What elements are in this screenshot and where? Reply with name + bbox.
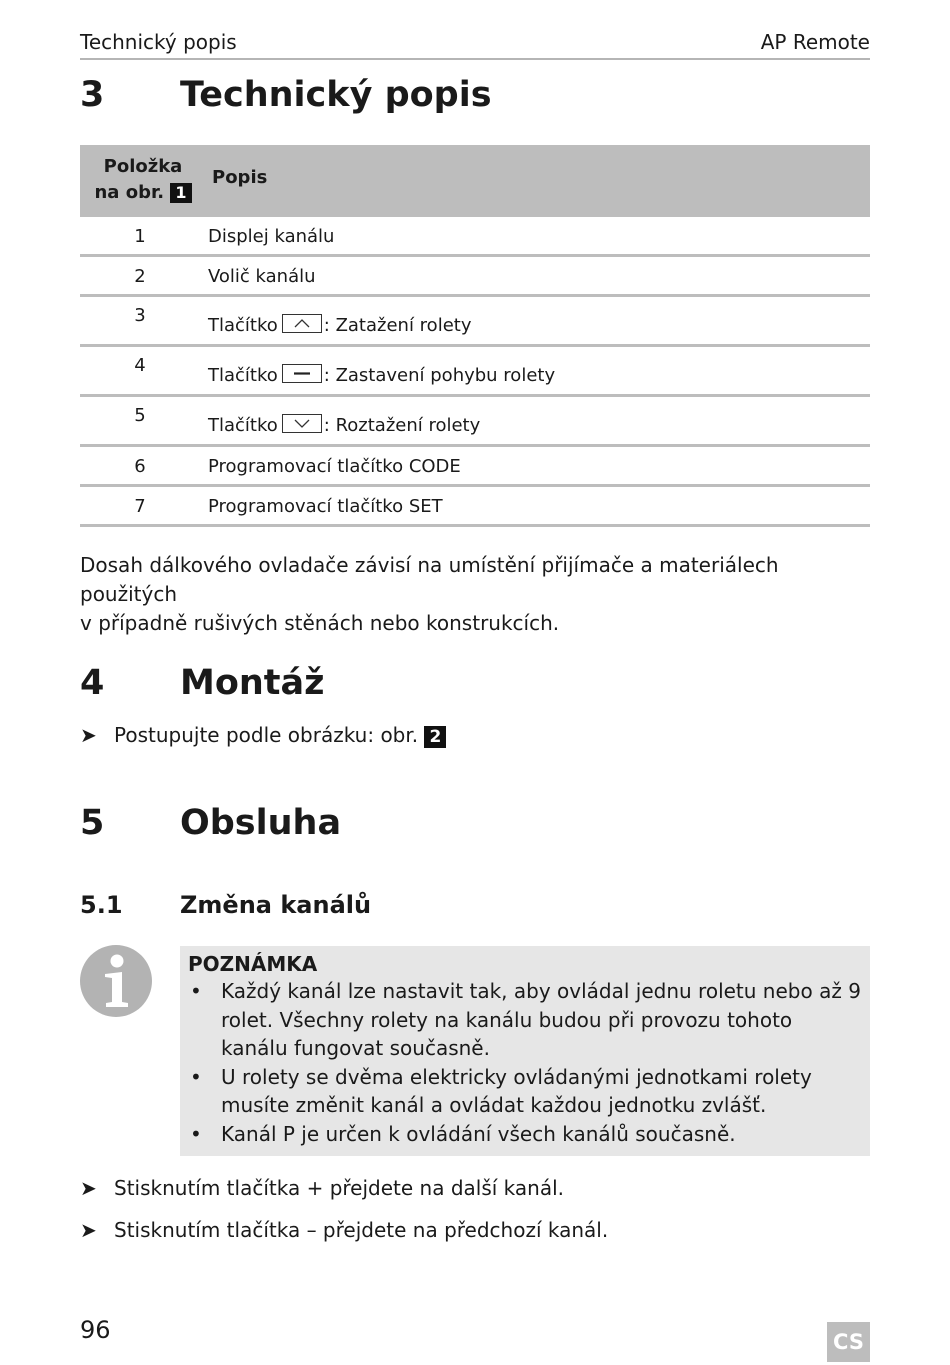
table-header <box>80 145 870 217</box>
figure-badge: 2 <box>424 726 446 748</box>
row-description-prefix: Tlačítko <box>208 315 278 336</box>
row-description: Displej kanálu <box>208 226 335 247</box>
info-icon <box>80 945 152 1017</box>
subsection-number: 5.1 <box>80 891 123 919</box>
row-description-suffix: : Zastavení pohybu rolety <box>323 365 556 386</box>
row-number: 6 <box>134 456 146 477</box>
instruction-step <box>80 1176 564 1200</box>
row-description: Volič kanálu <box>208 266 316 287</box>
section-title: Obsluha <box>180 803 342 843</box>
note-list <box>188 977 863 1148</box>
list-item-text: U rolety se dvěma elektricky ovládanými jednotkami rolety musíte změnit kanál a ovládat každou jednotku zvlášť. <box>221 1064 812 1117</box>
section-title: Technický popis <box>180 75 492 115</box>
header-rule <box>80 58 870 60</box>
section-number: 3 <box>80 75 105 115</box>
row-description <box>208 314 471 336</box>
instruction-text: Stisknutím tlačítka – přejdete na předchozí kanál. <box>114 1218 609 1242</box>
list-item-text: Kanál P je určen k ovládání všech kanálů současně. <box>221 1121 736 1146</box>
table-row <box>80 217 870 257</box>
list-item <box>188 977 863 1063</box>
section-title: Montáž <box>180 663 325 703</box>
row-description-suffix: : Zatažení rolety <box>323 315 472 336</box>
instruction-text: Postupujte podle obrázku: obr. <box>114 723 419 747</box>
note-box <box>180 946 870 1156</box>
range-paragraph <box>80 551 860 638</box>
section-number: 5 <box>80 803 105 843</box>
row-description: Programovací tlačítko CODE <box>208 456 461 477</box>
instruction-text: Stisknutím tlačítka + přejdete na další kanál. <box>114 1176 564 1200</box>
row-description: Programovací tlačítko SET <box>208 496 443 517</box>
row-number: 5 <box>134 405 146 426</box>
list-item <box>188 1063 863 1120</box>
table-row <box>80 397 870 447</box>
column-header-item-line2: na obr. 1 <box>88 180 198 206</box>
arrow-icon: ➤ <box>80 1218 97 1242</box>
bullet: • <box>190 979 202 1003</box>
section-number: 4 <box>80 663 105 703</box>
row-number: 1 <box>134 226 146 247</box>
instruction-step <box>80 1218 608 1242</box>
instruction-step <box>80 723 446 748</box>
table-row <box>80 297 870 347</box>
chevron-up-icon <box>282 314 322 333</box>
row-description-prefix: Tlačítko <box>208 415 278 436</box>
chevron-down-icon <box>282 414 322 433</box>
table-row <box>80 487 870 527</box>
row-description <box>208 414 480 436</box>
header-right: AP Remote <box>760 30 870 54</box>
row-description <box>208 364 555 386</box>
header-left: Technický popis <box>80 30 237 54</box>
column-header-item-line1: Položka <box>103 156 183 177</box>
language-badge: CS <box>827 1322 870 1362</box>
subsection-title: Změna kanálů <box>180 891 372 919</box>
bullet: • <box>190 1064 202 1089</box>
range-paragraph-line1: Dosah dálkového ovladače závisí na umístění přijímače a materiálech použitých <box>80 553 779 606</box>
table-row <box>80 447 870 487</box>
column-header-description: Popis <box>212 167 268 188</box>
row-description-prefix: Tlačítko <box>208 365 278 386</box>
arrow-icon: ➤ <box>80 1176 97 1200</box>
row-number: 7 <box>134 496 146 517</box>
row-number: 2 <box>134 266 146 287</box>
spec-table <box>80 145 870 527</box>
list-item <box>188 1120 863 1149</box>
row-number: 3 <box>134 305 146 326</box>
minus-icon <box>282 364 322 383</box>
figure-badge: 1 <box>170 183 191 203</box>
table-row <box>80 347 870 397</box>
range-paragraph-line2: v případně rušivých stěnách nebo konstrukcích. <box>80 611 560 635</box>
list-item-text: Každý kanál lze nastavit tak, aby ovládal jednu roletu nebo až 9 rolet. Všechny rolety na kanálu budou při provozu tohoto kanálu fungovat současně. <box>221 979 861 1060</box>
note-title: POZNÁMKA <box>188 952 318 976</box>
row-number: 4 <box>134 355 146 376</box>
arrow-icon: ➤ <box>80 723 97 747</box>
bullet: • <box>190 1121 202 1146</box>
column-header-item <box>88 154 198 206</box>
table-row <box>80 257 870 297</box>
row-description-suffix: : Roztažení rolety <box>323 415 481 436</box>
page-number: 96 <box>80 1316 111 1344</box>
